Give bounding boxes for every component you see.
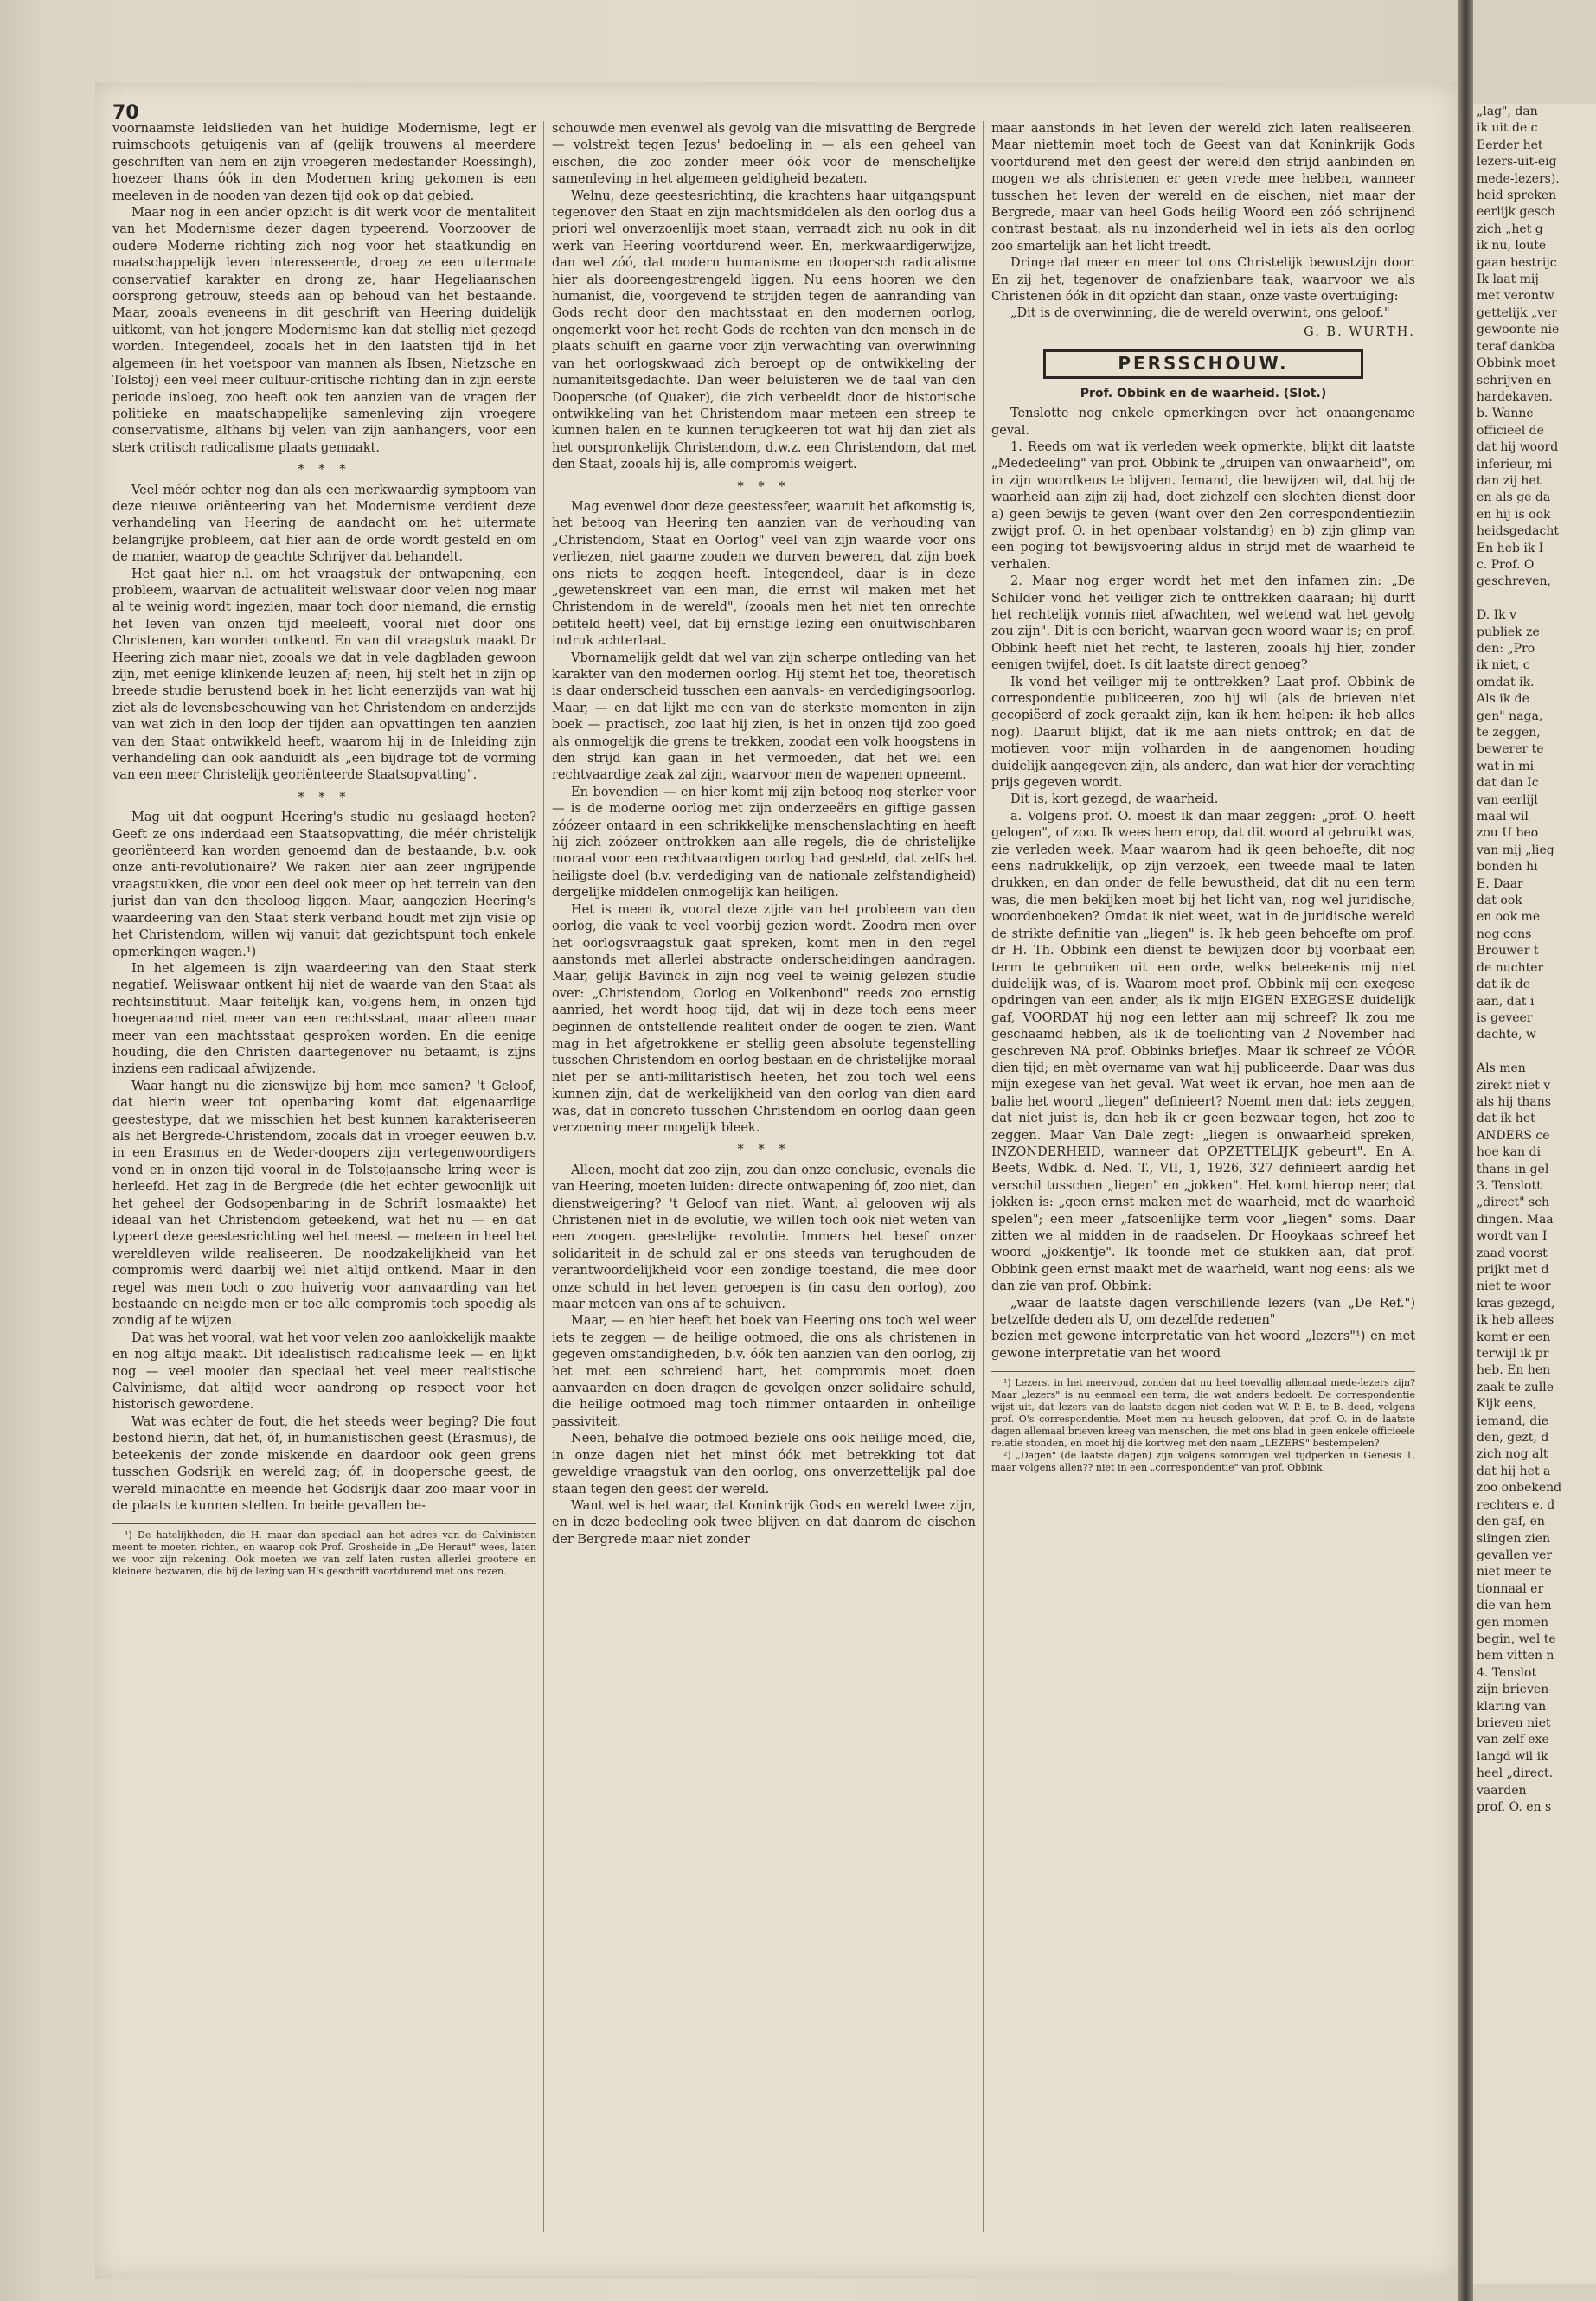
next-page-line: gen momen — [1477, 1615, 1548, 1630]
next-page-line: langd wil ik — [1477, 1749, 1548, 1764]
next-page-line: kras gezegd, — [1477, 1296, 1555, 1311]
paragraph: schouwde men evenwel als gevolg van die misvatting de Bergrede — volstrekt tegen Jezus' bedoeling in — als een geheel van eischen, die zoo zonder meer óók voor de menschelijke samenleving in het algemeen geldigheid bezaten. — [552, 122, 976, 187]
next-page-line: van mij „lieg — [1477, 843, 1554, 857]
next-page-line: rechters e. d — [1477, 1497, 1555, 1512]
quote: „waar de laatste dagen verschillende lezers (van „De Ref.") betzelfde deden als U, om dezelfde redenen" — [991, 1296, 1415, 1328]
next-page-line: aan, dat i — [1477, 994, 1535, 1009]
paragraph: Welnu, deze geestesrichting, die krachtens haar uitgangspunt tegenover den Staat en zijn machtsmiddelen als den oorlog dus a priori wel onverzoenlijk moet staan, verraadt zich nu ook in dit werk van Heering voortdurend weer. En, merkwaardigerwijze, dan wel zóó, dat modern humanisme en doopersch radicalisme hier als dooreengestrengeld liggen. Nu eens hooren we den humanist, die, voorgevend te strijden tegen de aanranding van Gods recht door den machtsstaat en den modernen oorlog, ongemerkt voor het recht Gods de rechten van den mensch in de plaats schuift en gaarne voor zijn verwachting van overwinning van het oorlogskwaad zich beroept op de ontwikkeling der humaniteitsgedachte. Dan weer beluisteren we de taal van den Doopersche (of Quaker), die zich verbeeldt door de historische ontwikkeling van het Christendom maar meteen een streep te kunnen halen en te kunnen terugkeeren tot wat hij dan ziet als het oorspronkelijk Christendom, d.w.z. een Christendom, dat met den Staat, zooals hij is, alle compromis weigert. — [552, 189, 976, 472]
next-page-line: den: „Pro — [1477, 641, 1535, 656]
paragraph: Maar nog in een ander opzicht is dit werk voor de mentaliteit van het Modernisme dezer dagen typeerend. Voorzoover de oudere Moderne richting zich nog voor het staatkundig en maatschappelijk leven interesseerde, droeg ze een uitermate conservatief karakter en drong ze, haar Hegeliaanschen oorsprong getrouw, steeds aan op behoud van het bestaande. Maar, zooals eveneens in dit geschrift van Heering duidelijk uitkomt, van het jongere Modernisme kan dat stellig niet gezegd worden. Integendeel, zooals het in den laatsten tijd in het algemeen (in het voetspoor van mannen als Ibsen, Nietzsche en Tolstoj) een veel meer cultuur-critische richting dan in zijn eerste periode insloeg, zoo heeft ook ten aanzien van de vragen der politieke en maatschappelijke samenleving zijn vroegere conservatisme, althans bij velen van zijn aanhangers, voor een sterk critisch radicalisme plaats gemaakt. — [112, 206, 536, 455]
next-page-line: dat ik de — [1477, 977, 1531, 992]
next-page-line: omdat ik. — [1477, 675, 1535, 689]
next-page-line: dat ik het — [1477, 1112, 1535, 1126]
paragraph: Het is meen ik, vooral deze zijde van het probleem van den oorlog, die vaak te veel voorbij gezien wordt. Zoodra men over het oorlogsvraagstuk gaat spreken, komt men in den regel aanstonds met allerlei abstracte onderscheidingen aandragen. Maar, gelijk Bavinck in zijn nog veel te weinig gelezen studie over: „Christendom, Oorlog en Volkenbond" reeds zoo ernstig aanried, het wordt hoog tijd, dat wij in deze toch eens meer beginnen de ontstellende realiteit onder de oogen te zien. Want mag in het afgetrokkene er stellig geen absolute tegenstelling tusschen Christendom en oorlog bestaan en de christelijke moraal niet per se anti-militaristisch heeten, het zou toch wel eens kunnen zijn, dat de werkelijkheid van den oorlog van dien aard was, dat in concreto tusschen Christendom en oorlog daan geen verzoening meer mogelijk bleek. — [552, 902, 976, 1135]
paragraph: Wat was echter de fout, die het steeds weer beging? Die fout bestond hierin, dat het, óf, in humanistischen geest (Erasmus), de beteekenis der zonde miskende en daardoor ook geen grens tusschen Godsrijk en wereld zag; óf, in doopersche geest, de wereld minachtte en meende het Godsrijk daar zoo maar voor in de plaats te kunnen stellen. In beide gevallen be- — [112, 1414, 536, 1513]
paragraph: voornaamste leidslieden van het huidige Modernisme, legt er ruimschoots getuigenis van af (gelijk trouwens al meerdere geschriften van hem en zijn vroegeren medestander Roessingh), hoezeer thans óók in den Modernen kring gekomen is een meeleven in de nooden van dezen tijd ook op dat gebied. — [112, 122, 536, 203]
footnote-text: ¹) De hatelijkheden, die H. maar dan speciaal aan het adres van de Calvinisten meent te moeten richten, en waarop ook Prof. Grosheide in „De Heraut" wees, laten we voor zijn rekening. Ook moeten we van zelf laten rusten allerlei grootere en kleinere bezwaren, die bij de lezing van H's geschrift voortdurend met ons rezen. — [112, 1529, 536, 1578]
next-page-lines — [1473, 104, 1596, 1816]
section-title: PERSSCHOUW. — [1043, 349, 1363, 378]
column-2 — [552, 121, 976, 1548]
column-rule-2 — [983, 121, 984, 2232]
section-stars: * * * — [737, 1143, 791, 1157]
article-title: Prof. Obbink en de waarheid. (Slot.) — [1080, 386, 1327, 401]
paragraph: Vbornamelijk geldt dat wel van zijn scherpe ontleding van het karakter van den modernen oorlog. Hij stemt het toe, theoretisch is daar onderscheid tusschen een aanvals- en verdedigingsoorlog. Maar, — en dat lijkt me een van de sterkste momenten in zijn boek — practisch, zoo laat hij zien, is het in onzen tijd zoo goed als onmogelijk die grens te trekken, zoodat een volk hoogstens in den strijd kan gaan in het vermoeden, dat het wel een rechtvaardige zaak zal zijn, waarvoor men de wapenen opneemt. — [552, 651, 976, 783]
next-page-line: zijn brieven — [1477, 1682, 1549, 1697]
paragraph: Ik vond het veiliger mij te onttrekken? Laat prof. Obbink de correspondentie publiceeren, zoo hij wil (als de brieven niet gecopiëerd of zoek geraakt zijn, kan ik hem helpen: ik heb alles nog). Daaruit blijkt, dat ik me aan niets onttrok; en dat de motieven voor mijn volharden in de aangenomen houding duidelijk aangegeven zijn, als andere, dan wat hier der verachting prijs gegeven wordt. — [991, 675, 1415, 791]
page-number: 70 — [112, 102, 139, 124]
footnote — [112, 1523, 536, 1578]
next-page-line: Als men — [1477, 1061, 1526, 1076]
next-page-line: wordt van I — [1477, 1229, 1548, 1244]
next-page-line: bewerer te — [1477, 742, 1544, 757]
next-page-line: slingen zien — [1477, 1531, 1551, 1546]
next-page-line: inferieur, mi — [1477, 457, 1553, 471]
next-page-line: en als ge da — [1477, 490, 1551, 505]
next-page-line: E. Daar — [1477, 876, 1523, 891]
next-page-line: ik uit de c — [1477, 121, 1538, 136]
next-page-line: hem vitten n — [1477, 1649, 1554, 1663]
next-page-line: vaarden — [1477, 1783, 1527, 1798]
column-1 — [112, 121, 536, 1578]
section-stars: * * * — [298, 790, 351, 804]
footnote — [991, 1371, 1415, 1474]
next-page-line: Eerder het — [1477, 138, 1543, 152]
paragraph: a. Volgens prof. O. moest ik dan maar zeggen: „prof. O. heeft gelogen", of zoo. Ik wees hem erop, dat dit woord al gebruikt was, zie verleden week. Maar waarom had ik geen behoefte, dit nog eens nadrukkelijk, op zijn verzoek, een tweede maal te laten drukken, en dan onder de felle bewustheid, dat dit nu een term was, die men bekijken moet bij het licht van, nog wel juridische, woordenboeken? Omdat ik niet weet, wat in de juridische wereld de strikte definitie van „liegen" is. Ik heb geen behoefte om prof. dr H. Th. Obbink een dienst te bewijzen door bij voorbaat een term te gebruiken uit een orde, welks beteekenis mij niet duidelijk was, of is. Waarom moet prof. Obbink mij een exegese opdringen van een ander, als ik mijn EIGEN EXEGESE duidelijk gaf, VOORDAT hij nog een letter aan mij schreef? Ik zou me geschaamd hebben, als ik de toelichting van 2 November had geschreven NA prof. Obbinks briefjes. Maar ik schreef ze VÓÓR dien tijd; en mèt overname van wat hij publiceerde. Daar was dus mijn exegese van het geval. Wat weet ik ervan, hoe men aan de balie het woord „liegen" definieert? Noemt men dat: iets zeggen, dat niet juist is, dan heb ik er geen bezwaar tegen, het zoo te zeggen. Maar Van Dale zegt: „liegen is onwaarheid spreken, INZONDERHEID, wanneer dat OPZETTELIJK gebeurt". En A. Beets, Wdbk. d. Ned. T., VII, 1, 1926, 327 definieert aardig het verschil tusschen „liegen" en „jokken". Het komt hierop neer, dat jokken is: „geen ernst maken met de waarheid, met de waarheid spelen"; een meer „fatsoenlijke term voor „liegen" soms. Daar zitten we al midden in de raadselen. Dr Hooykaas schreef het woord „jokkentje". Ik toonde met de stukken aan, dat prof. Obbink geen ernst maakt met de waarheid, want nog eens: als we dan zie van prof. Obbink: — [991, 809, 1415, 1294]
next-page-line: En heb ik I — [1477, 541, 1544, 555]
next-page-line: thans in gel — [1477, 1162, 1549, 1176]
column-3 — [991, 121, 1415, 1474]
next-page-line: terwijl ik pr — [1477, 1347, 1549, 1362]
section-stars: * * * — [737, 479, 791, 494]
footnote-text: ¹) Lezers, in het meervoud, zonden dat nu heel toevallig allemaal mede-lezers zijn? Maar „lezers" is nu eenmaal een term, die wat anders bedoelt. De correspondentie wijst uit, dat lezers van de laatste dagen niet deden wat W. P. B. te B. deed, volgens prof. O's correspondentie. Moet men nu heusch gelooven, dat prof. O. in de laatste dagen allemaal brieven kreeg van menschen, die met ons blad in geen enkele officieele relatie stonden, en moet hij die kortweg met den naam „LEZERS" bestempelen? — [991, 1377, 1415, 1450]
next-page-line: begin, wel te — [1477, 1631, 1556, 1646]
paragraph: Het gaat hier n.l. om het vraagstuk der ontwapening, een probleem, waarvan de actualiteit weliswaar door velen nog maar al te weinig wordt ingezien, maar toch door niemand, die ernstig het leven van onzen tijd meeleeft, vooral niet door ons Christenen, kan worden ontkend. En van dit vraagstuk maakt Dr Heering zich maar niet, zooals we dat in vele dagbladen gewoon zijn, met eenige klinkende leuzen af; neen, hij stelt het in zijn op breede studie berustend boek in het licht eenerzijds van wat hij ziet als de levensbeschouwing van het Christendom en anderzijds van wat zich in den loop der tijden aan opvattingen ten aanzien van den Staat ontwikkeld heeft, waarom hij in de Inleiding zijn verhandeling dan ook aanduidt als „een bijdrage tot de vorming van een meer Christelijk georiënteerde Staatsopvatting". — [112, 567, 536, 783]
next-page-line: zaak te zulle — [1477, 1380, 1554, 1394]
next-page-line: officieel de — [1477, 423, 1544, 438]
paragraph: Waar hangt nu die zienswijze bij hem mee samen? 't Geloof, dat hierin weer tot openbaring komt dat eigenaardige geestestype, dat we misschien het best kunnen karakteriseeren als het Bergrede-Christendom, zooals dat in vroeger eeuwen b.v. in een Erasmus en de Weder-doopers zijn vertegenwoordigers vond en in onzen tijd vooral in de Tolstojaansche kring weer is herleefd. Het zag in de Bergrede (die het echter gewoonlijk uit het geheel der Godsopenbaring in de Schrift losmaakte) het ideaal van het Christendom geteekend, wat het nu — en dat typeert deze geestesrichting wel het meest — meteen in heel het wereldleven wilde realiseeren. De noodzakelijkheid van het compromis werd daarbij wel niet altijd ontkend. Maar in den regel was men toch o zoo huiverig voor aanvaarding van het bestaande en neigde men er toe alle compromis toch spoedig als zondig af te wijzen. — [112, 1079, 536, 1329]
next-page-line: gewoonte nie — [1477, 323, 1560, 337]
next-page-line: van zelf-exe — [1477, 1733, 1549, 1747]
next-page-line: hardekaven. — [1477, 389, 1553, 404]
next-page-line: lezers-uit-eig — [1477, 155, 1557, 170]
paragraph: maar aanstonds in het leven der wereld zich laten realiseeren. Maar niettemin moet toch de Geest van dat Koninkrijk Gods voortdurend met den geest der wereld den strijd aanbinden en mogen we als christenen er geen vrede mee hebben, wanneer tusschen het leven der wereld en de eischen, niet maar der Bergrede, maar van heel Gods heilig Woord een zóó schrijnend contrast bestaat, als nu inzonderheid wel in iets als den oorlog zoo smartelijk aan het licht treedt. — [991, 122, 1415, 253]
next-page-line: Brouwer t — [1477, 944, 1539, 958]
next-page-line: wat in mi — [1477, 759, 1535, 773]
next-page-line: niet meer te — [1477, 1565, 1552, 1580]
next-page-line: Als ik de — [1477, 692, 1529, 707]
paragraph: Maar, — en hier heeft het boek van Heering ons toch wel weer iets te zeggen — de heilige ootmoed, die ons als christenen in gegeven omstandigheden, b.v. óók ten aanzien van den oorlog, zij het met een schreiend hart, het compromis moet doen aanvaarden en doen dragen de gevolgen onzer solidaire schuld, die heilige ootmoed mag toch nimmer ontaarden in onheilige passiviteit. — [552, 1314, 976, 1429]
next-page-line: heid spreken — [1477, 189, 1557, 203]
next-page-line: ik nu, loute — [1477, 239, 1547, 253]
next-page-line: mede-lezers). — [1477, 171, 1560, 186]
next-page-line: heidsgedacht — [1477, 524, 1559, 539]
next-page-line: komt er een — [1477, 1330, 1551, 1344]
next-page-line: is geveer — [1477, 1010, 1533, 1025]
next-page-line: D. Ik v — [1477, 608, 1516, 623]
next-page-line: „direct" sch — [1477, 1195, 1550, 1210]
next-page-line: dachte, w — [1477, 1028, 1536, 1042]
paragraph: 2. Maar nog erger wordt het met den infamen zin: „De Schilder vond het veiliger zich te onttrekken daaraan; hij durft het rechtelijk vonnis niet afwachten, wel wetend wat het gevolg zou zijn". Dit is een bericht, waarvan geen woord waar is; en prof. Obbink heeft niet het recht, te lasteren, zooals hij hier, zonder eenigen twijfel, doet. Is dit laatste direct genoeg? — [991, 574, 1415, 673]
paragraph: bezien met gewone interpretatie van het woord „lezers"¹) en met gewone interpretatie van het woord — [991, 1330, 1415, 1361]
next-page-line: schrijven en — [1477, 373, 1552, 388]
next-page-line: dingen. Maa — [1477, 1212, 1554, 1227]
binding-gutter — [1458, 0, 1473, 2301]
next-page-line: dat dan Ic — [1477, 776, 1539, 791]
next-page-line: Obbink moet — [1477, 356, 1556, 371]
next-page-line: den gaf, en — [1477, 1515, 1545, 1529]
paragraph: En bovendien — en hier komt mij zijn betoog nog sterker voor — is de moderne oorlog met zijn onderzeeërs en giftige gassen zóózeer ontaard in een schrikkelijke menschenslachting en heeft hij zich zóózeer onttrokken aan alle regels, die de christelijke moraal voor een rechtvaardigen oorlog had gesteld, dat zelfs het heiligste doel (b.v. verdediging van de nationale zelfstandigheid) dergelijke middelen onmogelijk kan heiligen. — [552, 785, 976, 901]
next-page-line: te zeggen, — [1477, 726, 1541, 740]
paragraph: Tenslotte nog enkele opmerkingen over het onaangename geval. — [991, 407, 1415, 438]
next-page-line: gen" naga, — [1477, 708, 1543, 723]
next-page-line — [1473, 591, 1596, 607]
next-page-line: teraf dankba — [1477, 339, 1555, 354]
next-page-line: als hij thans — [1477, 1094, 1551, 1109]
next-page-line: 4. Tenslot — [1477, 1665, 1537, 1680]
next-page-line: ANDERS ce — [1477, 1128, 1550, 1143]
next-page-line: maal wil — [1477, 810, 1529, 824]
paragraph: Mag evenwel door deze geestessfeer, waaruit het afkomstig is, het betoog van Heering ten aanzien van de verhouding van „Christendom, Staat en Oorlog" veel van zijn waarde voor ons verliezen, niet gaarne zouden we durven beweren, dat zijn boek ons niets te zeggen heeft. Integendeel, daar is in deze „gewetenskreet van een man, die ernst wil maken met het Christendom in de wereld", (zooals men het niet ten onrechte betiteld heeft) veel, dat bij ernstige lezing een onuitwischbaren indruk achterlaat. — [552, 499, 976, 649]
next-page-line: prof. O. en s — [1477, 1800, 1552, 1814]
next-page-line: ik niet, c — [1477, 658, 1530, 673]
next-page-line: dat ook — [1477, 894, 1522, 908]
paragraph: In het algemeen is zijn waardeering van den Staat sterk negatief. Weliswaar ontkent hij niet de waarde van den Staat als rechtsinstituut. Maar feitelijk kan, volgens hem, in onzen tijd hoegenaamd niet meer van een rechtsstaat, maar alleen maar meer van een machtsstaat gesproken worden. En die eenige houding, die den Christen daartegenover nu betaamt, is zijns inziens een radicaal afwijzende. — [112, 961, 536, 1077]
next-page-line: Kijk eens, — [1477, 1397, 1537, 1412]
paragraph: Mag uit dat oogpunt Heering's studie nu geslaagd heeten? Geeft ze ons inderdaad een Staatsopvatting, die méér christelijk georiënteerd kan worden genoemd dan de bestaande, b.v. ook onze anti-revolutionaire? We raken hier aan zeer ingrijpende vraagstukken, die voor een deel ook meer op het terrein van den jurist dan van den theoloog liggen. Maar, aangezien Heering's waardeering van den Staat sterk verband houdt met zijn visie op het Christendom, willen wij vanuit dat gezichtspunt toch enkele opmerkingen wagen.¹) — [112, 811, 536, 959]
next-page-line: gettelijk „ver — [1477, 305, 1557, 320]
next-page-line: 3. Tenslott — [1477, 1178, 1542, 1193]
next-page-line: publiek ze — [1477, 625, 1540, 639]
paragraph: Neen, behalve die ootmoed beziele ons ook heilige moed, die, in onze dagen niet het minst óók met betrekking tot dat geweldige vraagstuk van den oorlog, ons onverzettelijk pal doe staan tegen den geest der wereld. — [552, 1432, 976, 1497]
next-page-line: bonden hi — [1477, 860, 1538, 875]
next-page-line: gaan bestrijc — [1477, 255, 1557, 270]
paragraph: 1. Reeds om wat ik verleden week opmerkte, blijkt dit laatste „Mededeeling" van prof. Obbink te „druipen van onwaarheid", om in zijn woordkeus te blijven. Iemand, die bewijzen wil, dat hij de waarheid aan zijn zij had, doet zichzelf een slechten dienst door a) geen bewijs te geven (want over den 2en correspondentieziin zwijgt prof. O. in het openbaar volstandig) en b) zijn glimp van een poging tot bewijsvoering aldus in strijd met de waarheid te verhalen. — [991, 439, 1415, 572]
next-page-line: iemand, die — [1477, 1413, 1548, 1428]
author-signature: G. B. WURTH. — [1304, 324, 1415, 339]
next-page-line: prijkt met d — [1477, 1263, 1549, 1277]
paragraph: Dringe dat meer en meer tot ons Christelijk bewustzijn door. En zij het, tegenover de onafzienbare taak, waarvoor we als Christenen óók in dit opzicht dan staan, onze vaste overtuiging: — [991, 256, 1415, 304]
next-page-line: zirekt niet v — [1477, 1078, 1551, 1093]
next-page-line: ik heb allees — [1477, 1313, 1554, 1328]
paragraph: Alleen, mocht dat zoo zijn, zou dan onze conclusie, evenals die van Heering, moeten luiden: directe ontwapening óf, zoo niet, dan dienstweigering? 't Geloof van niet. Want, al gelooven wij als Christenen niet in de evolutie, we willen toch ook niet weten van een zoogen. geestelijke revolutie. Immers het besef onzer solidariteit in de schuld zal er ons steeds van terughouden de verantwoordelijkheid voor een zondige toestand, die mee door onze schuld in het leven geroepen is (in casu den oorlog), zoo maar meteen van ons af te schuiven. — [552, 1163, 976, 1312]
next-page-line: zoo onbekend — [1477, 1481, 1562, 1496]
next-page-line: „lag", dan — [1477, 105, 1538, 119]
next-page-line: brieven niet — [1477, 1715, 1551, 1730]
paragraph: Veel méér echter nog dan als een merkwaardig symptoom van deze nieuwe oriënteering van het Modernisme verdient deze verhandeling van Heering de aandacht om het uitermate belangrijke probleem, dat hier aan de orde wordt gesteld en om de manier, waarop de geachte Schrijver dat behandelt. — [112, 483, 536, 565]
next-page-line: den, gezt, d — [1477, 1431, 1549, 1445]
next-page-line: en hij is ook — [1477, 507, 1551, 522]
next-page-line: en ook me — [1477, 910, 1541, 925]
next-page-line — [1473, 1044, 1596, 1061]
next-page-line: dat hij woord — [1477, 440, 1559, 455]
next-page-line: c. Prof. O — [1477, 557, 1535, 572]
next-page-line: tionnaal er — [1477, 1581, 1544, 1596]
next-page-line: nog cons — [1477, 926, 1532, 941]
paragraph: Want wel is het waar, dat Koninkrijk Gods en wereld twee zijn, en in deze bedeeling ook twee blijven en dat daarom de eischen der Bergrede maar niet zonder — [552, 1498, 976, 1547]
footnote-text: ²) „Dagen" (de laatste dagen) zijn volgens sommigen wel tijdperken in Genesis 1, maar volgens allen?? niet in een „correspondentie" van prof. Obbink. — [991, 1450, 1415, 1474]
next-page-line: met verontw — [1477, 289, 1554, 304]
next-page-fragment — [1473, 104, 1596, 2284]
next-page-line: b. Wanne — [1477, 407, 1534, 421]
next-page-line: van eerlijl — [1477, 792, 1538, 807]
next-page-line: heb. En hen — [1477, 1363, 1551, 1378]
next-page-line: geschreven, — [1477, 574, 1551, 589]
section-stars: * * * — [298, 463, 351, 478]
next-page-line: eerlijk gesch — [1477, 205, 1555, 220]
paragraph: Dat was het vooral, wat het voor velen zoo aanlokkelijk maakte en nog altijd maakt. Dit idealistisch radicalisme leek — en lijkt nog — veel mooier dan speciaal het veel meer realistische Calvinisme, dat altijd weer aandrong op respect voor het historisch gewordene. — [112, 1330, 536, 1413]
next-page-line: dan zij het — [1477, 473, 1542, 488]
next-page-line: klaring van — [1477, 1699, 1547, 1714]
next-page-line: Ik laat mij — [1477, 272, 1539, 287]
next-page-line: zich nog alt — [1477, 1447, 1548, 1462]
next-page-line: de nuchter — [1477, 960, 1544, 975]
quote: „Dit is de overwinning, die de wereld overwint, ons geloof." — [1010, 306, 1390, 321]
paragraph: Dit is, kort gezegd, de waarheid. — [1010, 792, 1219, 807]
next-page-line: die van hem — [1477, 1599, 1552, 1613]
column-rule-1 — [543, 121, 544, 2232]
next-page-line: zich „het g — [1477, 221, 1543, 236]
next-page-line: heel „direct. — [1477, 1766, 1554, 1781]
next-page-line: gevallen ver — [1477, 1548, 1553, 1562]
next-page-line: zou U beo — [1477, 826, 1539, 841]
next-page-line: dat hij het a — [1477, 1464, 1551, 1478]
next-page-line: hoe kan di — [1477, 1145, 1541, 1160]
next-page-line: niet te woor — [1477, 1279, 1551, 1294]
next-page-line: zaad voorst — [1477, 1246, 1548, 1260]
